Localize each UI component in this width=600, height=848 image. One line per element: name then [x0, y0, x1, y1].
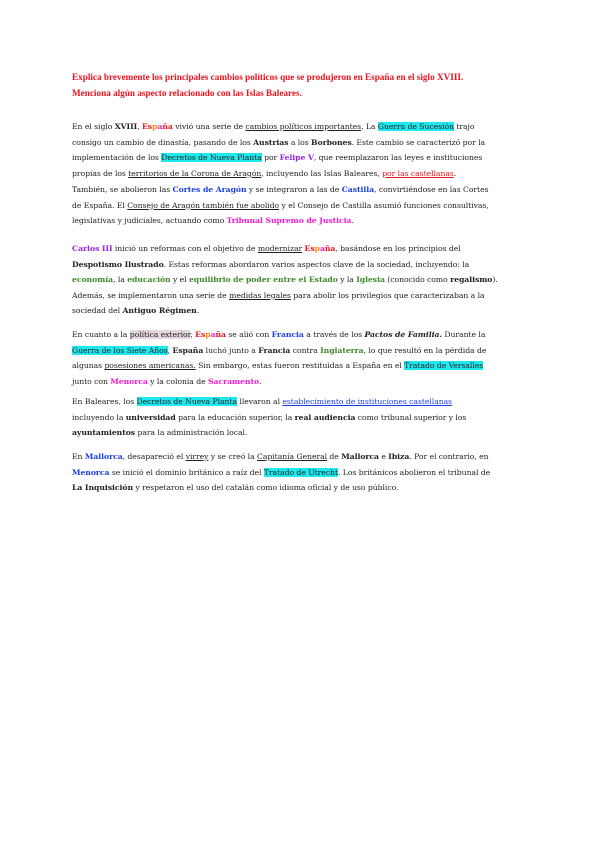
paragraph-dynasty-change: En el siglo XVIII, España vivió una serie de cambios políticos importantes. La Guerra de Sucesión trajo consigo un cambio de dinastía, pasando de los Austrias a los Borbones. Este cambio se caracterizó por la implementación de los Decretos de Nueva Planta por Felipe V, que reemplazaron las leyes e instituciones propias de los territorios de la Corona de Aragón, incluyendo las Islas Baleares, por las castellanas.: [72, 122, 486, 178]
highlighted-term: Decretos de Nueva Planta: [136, 397, 238, 406]
underlined-term: virrey: [185, 452, 209, 461]
underlined-term: cambios políticos importantes: [245, 122, 362, 131]
underlined-term: Consejo de Aragón también fue abolido: [127, 200, 280, 210]
highlighted-term: Tratado de Versalles: [404, 361, 484, 371]
underlined-term: medidas legales: [229, 290, 291, 300]
paragraph-foreign-policy: En cuanto a la política exterior, España se alió con Francia a través de los Pactos de Familia. Durante la Guerra de los Siete Años, España luchó junto a Francia contra Inglaterra, lo que resultó en la pérdida de algunas posesiones americanas. Sin embargo, estas fueron restituidas a España en el Tratado de Versalles junto con Menorca y la colonia de Sacramento.: [72, 330, 487, 386]
term-tribunal-supremo: Tribunal Supremo de Justicia: [226, 216, 352, 226]
term-siglo: XVIII: [114, 122, 138, 131]
link-term[interactable]: establecimiento de instituciones castellanas: [282, 397, 453, 406]
highlighted-term: Guerra de los Siete Años: [72, 345, 168, 355]
term-espana-colored: España: [141, 122, 173, 131]
question-line-1: Explica brevemente los principales cambios políticos que se produjeron en España en el siglo XVIII.: [72, 72, 464, 82]
highlighted-term: Tratado de Utrecht: [263, 467, 338, 477]
underlined-term: posesiones americanas.: [104, 361, 196, 371]
highlighted-term: Decretos de Nueva Planta: [161, 153, 262, 163]
paragraph-mallorca-menorca: En Mallorca, desapareció el virrey y se creó la Capitanía General de Mallorca e Ibiza. Por el contrario, en Menorca se inició el dominio británico a raíz del Tratado de Utrecht. Los británicos abolieron el tribunal de La Inquisición y respetaron el uso del catalán como idioma oficial y de uso público.: [72, 452, 491, 493]
underlined-term: territorios de la Corona de Aragón: [128, 168, 262, 178]
underlined-term: Capitanía General: [257, 452, 328, 461]
highlighted-term: Guerra de Sucesión: [377, 122, 454, 131]
underlined-term: modernizar: [257, 244, 303, 253]
paragraph-baleares-institutions: En Baleares, los Decretos de Nueva Planta llevaron al establecimiento de instituciones castellanas incluyendo la universidad para la educación superior, la real audiencia como tribunal superior y los ayuntamientos para la administración local.: [72, 397, 467, 438]
question-heading: [72, 70, 532, 101]
term-felipe-v: Felipe V: [279, 153, 314, 163]
highlighted-term: política exterior: [129, 330, 191, 339]
paragraph-cortes-abolition: También, se abolieron las Cortes de Aragón y se integraron a las de Castilla, convirtiéndose en las Cortes de España. El Consejo de Aragón también fue abolido y el Consejo de Castilla asumió funciones consultivas, legislativas y judiciales, actuando como Tribunal Supremo de Justicia.: [72, 185, 489, 226]
term-espana-colored: España: [195, 330, 226, 339]
question-line-2: Menciona algún aspecto relacionado con las Islas Baleares.: [72, 87, 302, 98]
term-cortes-aragon: Cortes de Aragón: [172, 185, 247, 194]
red-underlined-term: por las castellanas: [382, 168, 454, 178]
term-castilla: Castilla: [341, 185, 375, 194]
term-carlos-iii: Carlos III: [72, 244, 113, 253]
term-espana-colored: España: [304, 244, 336, 253]
paragraph-carlos-iii-reforms: Carlos III inició un reformas con el objetivo de modernizar España, basándose en los principios del Despotismo Ilustrado. Estas reformas abordaron varios aspectos clave de la sociedad, incluyendo: la economía, la educación y el equilibrio de poder entre el Estado y la Iglesia (conocido como regalismo). Además, se implementaron una serie de medidas legales para abolir los privilegios que caracterizaban a la sociedad del Antiguo Régimen.: [72, 244, 498, 316]
